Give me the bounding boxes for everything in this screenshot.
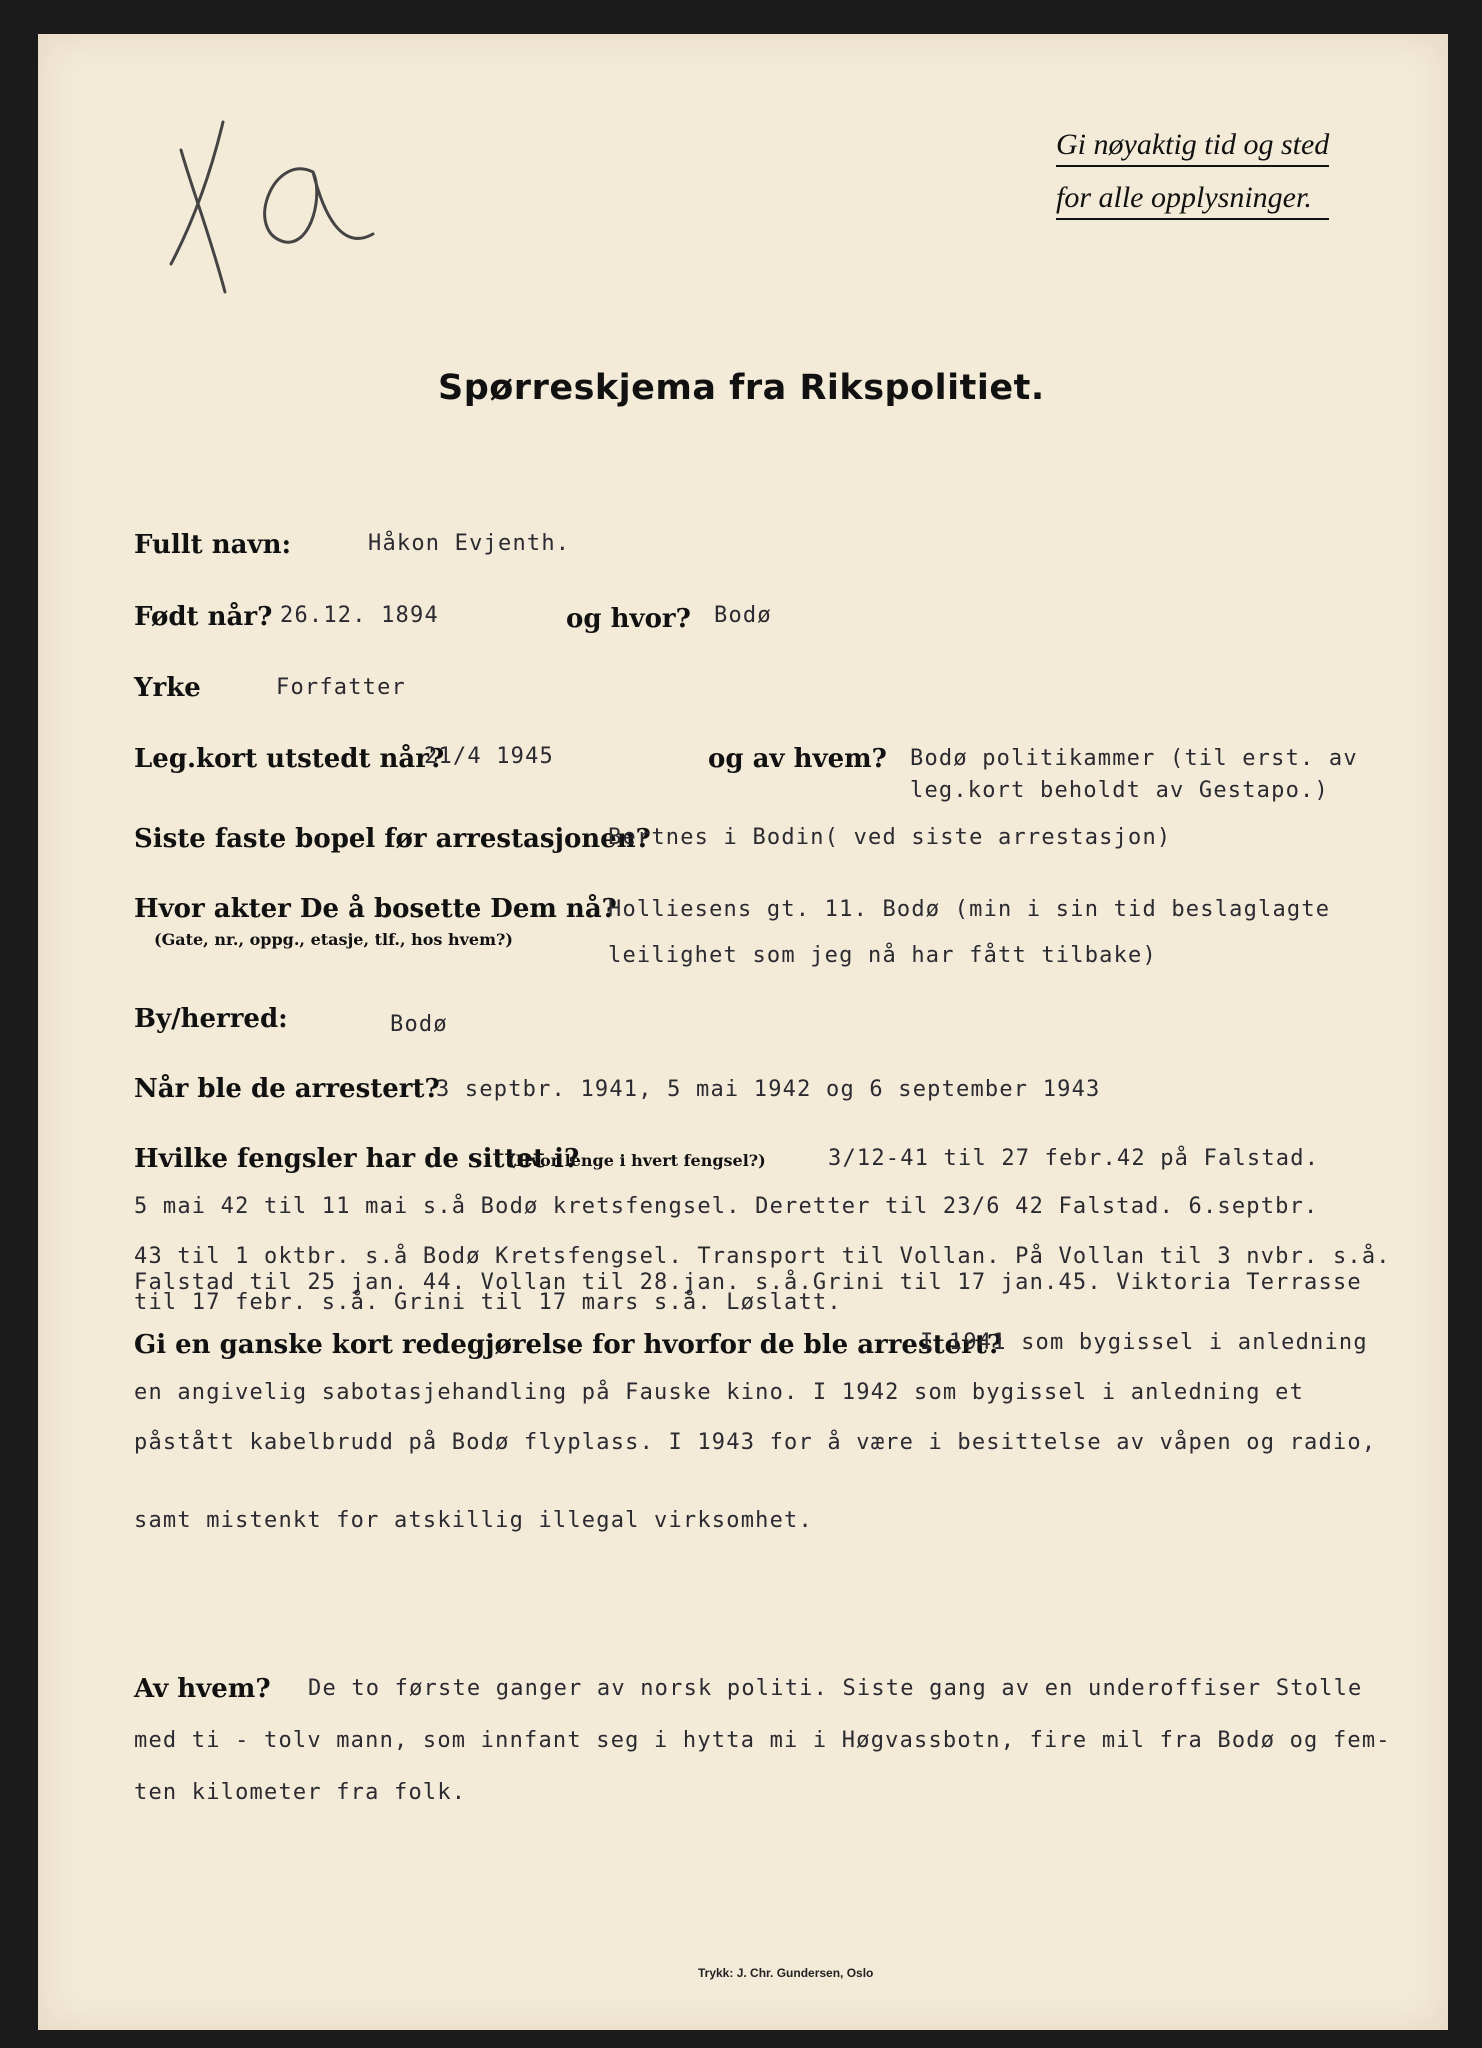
- value-av-hvem-line1: De to første ganger av norsk politi. Siste gang av en underoffiser Stolle: [308, 1676, 1363, 1701]
- label-hvorfor: Gi en ganske kort redegjørelse for hvorfor de ble arrestert?: [134, 1330, 1003, 1360]
- value-legkort-hvem-line1: Bodø politikammer (til erst. av: [910, 746, 1358, 771]
- label-arrestert-nar: Når ble de arrestert?: [134, 1074, 440, 1104]
- value-av-hvem-line3: ten kilometer fra folk.: [134, 1780, 467, 1805]
- label-fengsler: Hvilke fengsler har de sittet i?: [134, 1144, 580, 1174]
- value-arrestert-nar: 3 septbr. 1941, 5 mai 1942 og 6 september 1943: [436, 1077, 1101, 1102]
- value-bosette-line2: leilighet som jeg nå har fått tilbake): [608, 943, 1157, 968]
- value-fengsler-line5: til 17 febr. s.å. Grini til 17 mars s.å. Løslatt.: [134, 1290, 842, 1315]
- handwritten-mark: [163, 112, 393, 302]
- value-bosette-line1: Holliesens gt. 11. Bodø (min i sin tid beslaglagte: [608, 897, 1331, 922]
- sublabel-fengsler: (Hvor lenge i hvert fengsel?): [508, 1151, 766, 1170]
- value-hvorfor-line1: I 1941 som bygissel i anledning: [920, 1330, 1368, 1355]
- value-hvorfor-line4: samt mistenkt for atskillig illegal virksomhet.: [134, 1508, 813, 1533]
- value-fodt-nar: 26.12. 1894: [280, 603, 439, 628]
- form-title: Spørreskjema fra Rikspolitiet.: [438, 368, 1045, 408]
- label-by-herred: By/herred:: [134, 1004, 288, 1034]
- label-siste-bopel: Siste faste bopel før arrestasjonen?: [134, 824, 651, 854]
- value-yrke: Forfatter: [276, 675, 407, 700]
- value-fengsler-line1: 3/12-41 til 27 febr.42 på Falstad.: [828, 1146, 1320, 1171]
- value-legkort-hvem-line2: leg.kort beholdt av Gestapo.): [910, 778, 1329, 803]
- value-fullt-navn: Håkon Evjenth.: [368, 531, 571, 556]
- sublabel-bosette: (Gate, nr., oppg., etasje, tlf., hos hvem?): [154, 930, 513, 949]
- value-legkort-nar: 21/4 1945: [424, 744, 555, 769]
- label-fodt-nar: Født når?: [134, 602, 273, 632]
- label-legkort-hvem: og av hvem?: [708, 744, 887, 774]
- label-yrke: Yrke: [134, 673, 201, 703]
- label-fullt-navn: Fullt navn:: [134, 530, 292, 560]
- notice-line-1: Gi nøyaktig tid og sted: [1056, 126, 1329, 167]
- value-hvorfor-line3: påstått kabelbrudd på Bodø flyplass. I 1943 for å være i besittelse av våpen og radio,: [134, 1430, 1377, 1455]
- value-by-herred: Bodø: [390, 1012, 448, 1037]
- value-og-hvor: Bodø: [714, 603, 772, 628]
- value-fengsler-line4: Falstad til 25 jan. 44. Vollan til 28.jan. s.å.Grini til 17 jan.45. Viktoria Terrasse: [134, 1270, 1362, 1295]
- label-og-hvor: og hvor?: [566, 604, 691, 634]
- document-page: [38, 34, 1448, 2030]
- label-legkort-nar: Leg.kort utstedt når?: [134, 744, 445, 774]
- label-bosette: Hvor akter De å bosette Dem nå?: [134, 894, 617, 924]
- value-fengsler-line2: 5 mai 42 til 11 mai s.å Bodø kretsfengsel. Deretter til 23/6 42 Falstad. 6.septbr.: [134, 1194, 1319, 1219]
- value-siste-bopel: Bertnes i Bodin( ved siste arrestasjon): [608, 825, 1172, 850]
- notice-line-2: for alle opplysninger.: [1056, 179, 1329, 220]
- printer-footer: Trykk: J. Chr. Gundersen, Oslo: [698, 1966, 874, 1980]
- instruction-notice: [1056, 126, 1329, 232]
- value-av-hvem-line2: med ti - tolv mann, som innfant seg i hytta mi i Høgvassbotn, fire mil fra Bodø og fem-: [134, 1728, 1391, 1753]
- value-hvorfor-line2: en angivelig sabotasjehandling på Fauske kino. I 1942 som bygissel i anledning et: [134, 1380, 1305, 1405]
- value-fengsler-line3: 43 til 1 oktbr. s.å Bodø Kretsfengsel. Transport til Vollan. På Vollan til 3 nvbr. s.å.: [134, 1244, 1391, 1269]
- label-av-hvem: Av hvem?: [134, 1674, 271, 1704]
